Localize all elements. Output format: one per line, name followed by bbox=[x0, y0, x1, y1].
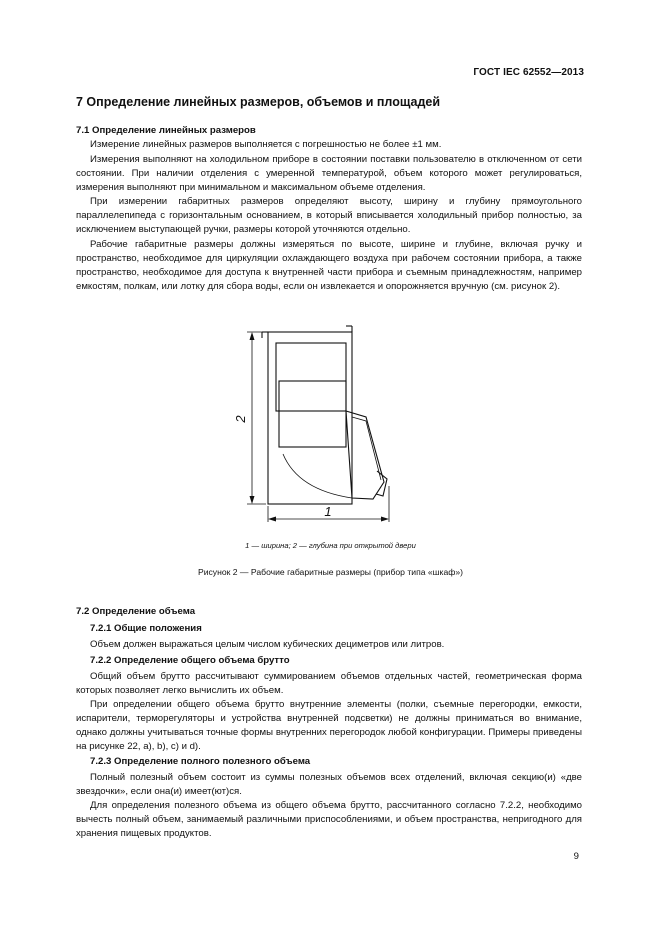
paragraph: Измерение линейных размеров выполняется с погрешностью не более ±1 мм. bbox=[90, 139, 442, 150]
paragraph: Объем должен выражаться целым числом кубических дециметров или литров. bbox=[90, 639, 445, 650]
standard-identifier: ГОСТ IEC 62552—2013 bbox=[473, 67, 584, 78]
section-7-2-heading: 7.2 Определение объема bbox=[76, 606, 196, 617]
paragraph: При измерении габаритных размеров определяют высоту, ширину и глубину прямоугольного параллелепипеда с горизонтальным основанием, в который вписывается холодильный прибор полностью, за исключением выступающей ручки, размеры которой уточняются отдельно. bbox=[76, 196, 582, 235]
cabinet-outline bbox=[268, 332, 352, 504]
section-7-2-2-heading: 7.2.2 Определение общего объема брутто bbox=[90, 655, 290, 666]
dimension-label-1: 1 bbox=[324, 504, 332, 519]
freezer-compartment bbox=[276, 343, 346, 411]
section-7-heading: 7 Определение линейных размеров, объемов и площадей bbox=[76, 95, 441, 109]
door-swing-arc bbox=[283, 454, 352, 498]
paragraph: Общий объем брутто рассчитывают суммированием объемов отдельных частей, геометрическая форма которых позволяет легко вычислить их объем. bbox=[76, 671, 582, 696]
paragraph: При определении общего объема брутто внутренние элементы (полки, съемные перегородки, емкости, испарители, терморегуляторы и устройства внутренней подсветки) не должны приниматься во внимание, однако должны учитываться точные формы внутренних перегородок любой конфигурации. Примеры приведены на рисунке 22, a), b), c) и d). bbox=[76, 699, 582, 752]
dimension-label-2: 2 bbox=[233, 415, 248, 423]
figure-legend: 1 — ширина; 2 — глубина при открытой двери bbox=[245, 541, 416, 550]
paragraph: Полный полезный объем состоит из суммы полезных объемов всех отделений, включая секцию(и) «две звездочки», если она(и) имеет(ют)ся. bbox=[76, 772, 582, 797]
figure-caption: Рисунок 2 — Рабочие габаритные размеры (прибор типа «шкаф») bbox=[197, 567, 464, 577]
section-7-2-1-heading: 7.2.1 Общие положения bbox=[90, 623, 202, 634]
paragraph: Для определения полезного объема из общего объема брутто, рассчитанного согласно 7.2.2, необходимо вычесть полный объем, занимаемый различными приспособлениями, и объем пространства, непригодного для хранения пищевых продуктов. bbox=[76, 800, 582, 839]
paragraph: Рабочие габаритные размеры должны измеряться по высоте, ширине и глубине, включая ручку и пространство, необходимое для циркуляции охлаждающего воздуха при рабочем состоянии прибора, а также пространство, необходимое для доступа к внутренней части прибора и съемным принадлежностям, например емкостям, полкам, или лотку для сбора воды, если он извлекается и опорожняется вручную (см. рисунок 2). bbox=[76, 239, 582, 292]
section-7-1-heading: 7.1 Определение линейных размеров bbox=[76, 125, 256, 136]
page-number: 9 bbox=[573, 851, 579, 862]
paragraph: Измерения выполняют на холодильном приборе в состоянии поставки пользователю в отключенном от сети состоянии. При наличии отделения с умеренной температурой, объем которого может регулироваться, измерения выполняют при минимальном и максимальном объеме отделения. bbox=[76, 154, 582, 193]
figure-2-drawing bbox=[230, 322, 400, 522]
drawer-box bbox=[279, 381, 346, 447]
section-7-2-3-heading: 7.2.3 Определение полного полезного объема bbox=[90, 756, 311, 767]
